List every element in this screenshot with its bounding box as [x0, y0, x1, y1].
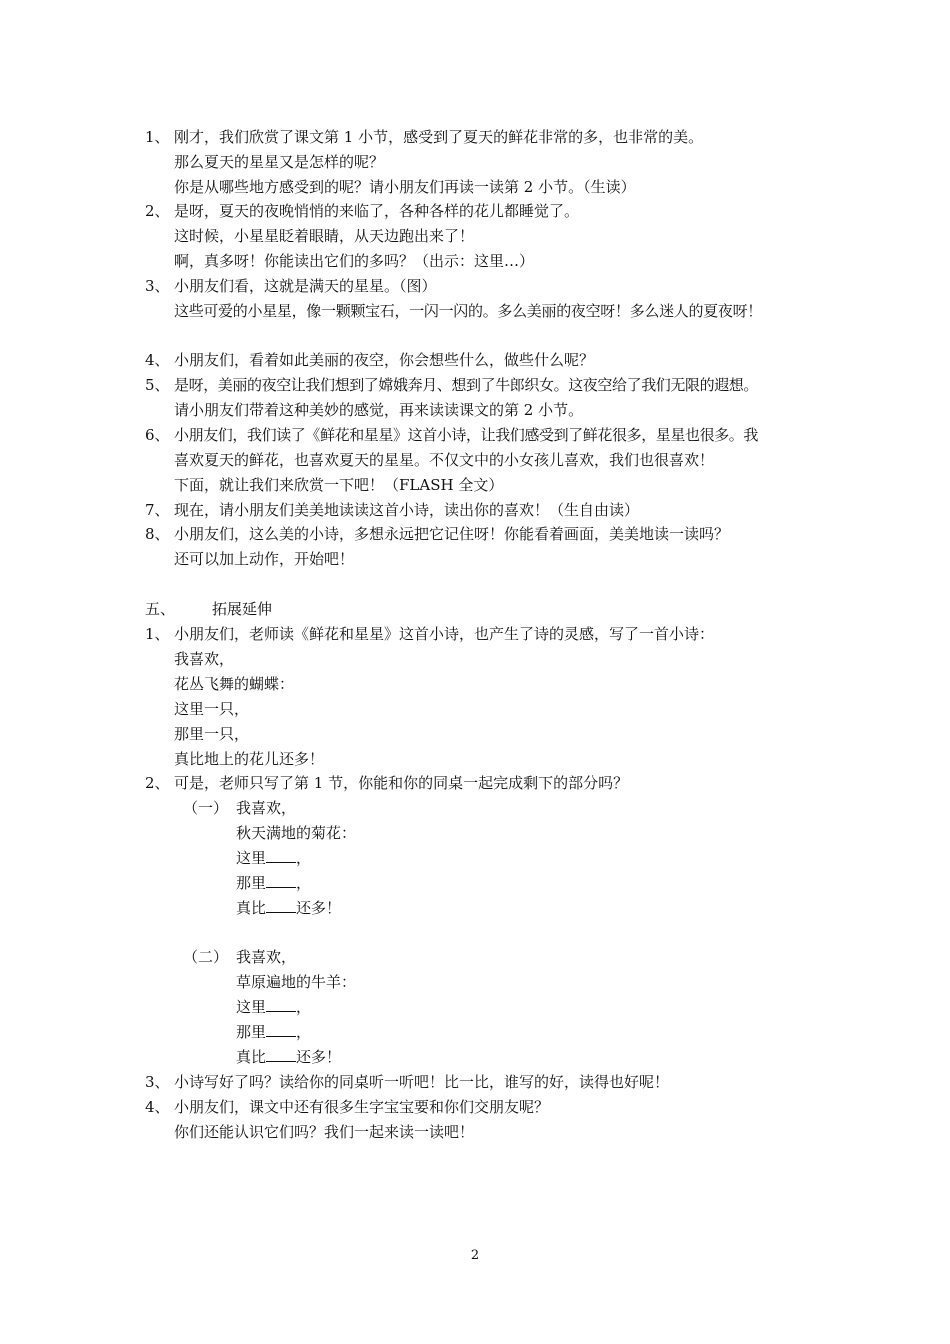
section-number: 五、 — [145, 600, 176, 618]
item-text: 刚才，我们欣赏了课文第 1 小节，感受到了夏天的鲜花非常的多，也非常的美。 — [174, 128, 704, 146]
poem-line-blank: 那里 ， — [236, 1023, 312, 1041]
poem-line-blank: 这里 ， — [236, 998, 312, 1016]
item-number: 4、 — [145, 1098, 170, 1116]
poem-line-blank: 真比 还多！ — [236, 1048, 342, 1066]
item-text: 下面，就让我们来欣赏一下吧！（FLASH 全文） — [174, 476, 504, 494]
item-number: 1、 — [145, 128, 170, 146]
item-text: 你是从哪些地方感受到的呢？请小朋友们再读一读第 2 小节。（生读） — [174, 178, 636, 196]
item-text: 小朋友们，老师读《鲜花和星星》这首小诗，也产生了诗的灵感，写了一首小诗： — [174, 625, 715, 643]
section-heading: 拓展延伸 — [212, 600, 273, 618]
poem-line: 草原遍地的牛羊： — [236, 973, 357, 991]
item-number: 1、 — [145, 625, 170, 643]
poem-line: 我喜欢， — [236, 948, 297, 966]
poem-line: 秋天满地的菊花： — [236, 824, 357, 842]
item-text: 小朋友们，我们读了《鲜花和星星》这首小诗，让我们感受到了鲜花很多，星星也很多。我 — [174, 426, 759, 444]
item-number: 2、 — [145, 202, 170, 220]
poem-line-blank: 真比 还多！ — [236, 899, 342, 917]
poem-line-blank: 那里 ， — [236, 874, 312, 892]
fill-blank[interactable] — [266, 848, 296, 863]
item-text: 啊，真多呀！你能读出它们的多吗？（出示：这里…） — [174, 252, 535, 270]
item-number: 4、 — [145, 351, 170, 369]
item-number: 7、 — [145, 501, 170, 519]
fill-blank[interactable] — [266, 997, 296, 1012]
item-text: 你们还能认识它们吗？我们一起来读一读吧！ — [174, 1123, 475, 1141]
item-text: 小朋友们，看着如此美丽的夜空，你会想些什么，做些什么呢？ — [174, 351, 595, 369]
item-text: 是呀，美丽的夜空让我们想到了嫦娥奔月、想到了牛郎织女。这夜空给了我们无限的遐想。 — [174, 376, 759, 394]
poem-line: 花丛飞舞的蝴蝶： — [174, 675, 295, 693]
item-number: 8、 — [145, 525, 170, 543]
item-text: 小朋友们看，这就是满天的星星。（图） — [174, 277, 437, 295]
poem-line-blank: 这里 ， — [236, 849, 312, 867]
item-text: 小朋友们，课文中还有很多生字宝宝要和你们交朋友呢？ — [174, 1098, 550, 1116]
poem-line: 那里一只， — [174, 725, 250, 743]
item-text: 是呀，夏天的夜晚悄悄的来临了，各种各样的花儿都睡觉了。 — [174, 202, 580, 220]
fill-blank[interactable] — [266, 873, 296, 888]
item-text: 小朋友们，这么美的小诗，多想永远把它记住呀！你能看着画面，美美地读一读吗？ — [174, 525, 730, 543]
poem-line: 真比地上的花儿还多！ — [174, 750, 325, 768]
item-text: 小诗写好了吗？读给你的同桌听一听吧！比一比，谁写的好，读得也好呢！ — [174, 1073, 670, 1091]
item-number: 5、 — [145, 376, 170, 394]
item-number: 3、 — [145, 1073, 170, 1091]
item-number: 3、 — [145, 277, 170, 295]
page-number: 2 — [470, 1248, 480, 1263]
item-text: 喜欢夏天的鲜花，也喜欢夏天的星星。不仅文中的小女孩儿喜欢，我们也很喜欢！ — [174, 451, 715, 469]
item-number: 2、 — [145, 774, 170, 792]
item-text: 可是，老师只写了第 1 节，你能和你的同桌一起完成剩下的部分吗？ — [174, 774, 629, 792]
poem-line: 这里一只， — [174, 700, 250, 718]
fill-blank[interactable] — [266, 1022, 296, 1037]
poem-line: 我喜欢， — [174, 650, 235, 668]
item-text: 现在，请小朋友们美美地读读这首小诗，读出你的喜欢！（生自由读） — [174, 501, 640, 519]
item-text: 请小朋友们带着这种美妙的感觉，再来读读课文的第 2 小节。 — [174, 401, 584, 419]
poem-label: （一） — [183, 799, 229, 817]
item-text: 那么夏天的星星又是怎样的呢？ — [174, 153, 385, 171]
item-number: 6、 — [145, 426, 170, 444]
poem-label: （二） — [183, 948, 229, 966]
fill-blank[interactable] — [266, 898, 296, 913]
item-text: 这些可爱的小星星，像一颗颗宝石，一闪一闪的。多么美丽的夜空呀！多么迷人的夏夜呀！ — [174, 302, 763, 320]
fill-blank[interactable] — [266, 1047, 296, 1062]
poem-line: 我喜欢， — [236, 799, 297, 817]
item-text: 还可以加上动作，开始吧！ — [174, 550, 355, 568]
item-text: 这时候，小星星眨着眼睛，从天边跑出来了！ — [174, 227, 475, 245]
